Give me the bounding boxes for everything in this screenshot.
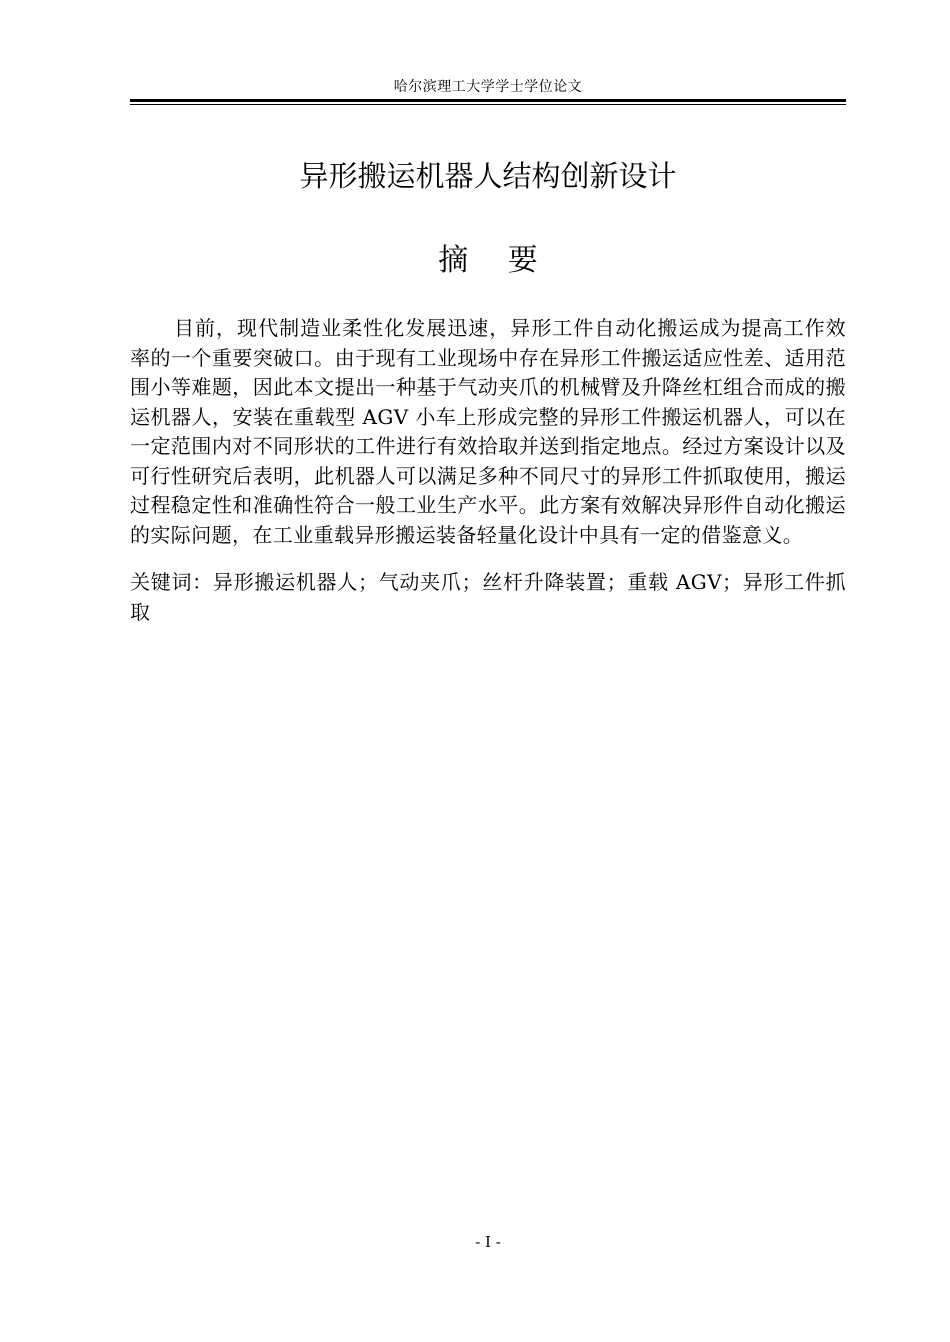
paper-title: 异形搬运机器人结构创新设计 [299,159,677,193]
page-number: - I - [475,1233,501,1251]
running-header: 哈尔滨理工大学学士学位论文 [393,79,583,95]
header-rule-thin [130,104,846,105]
header-rule-thick [130,99,846,102]
abstract-heading: 摘 要 [438,243,538,278]
keywords-text: 异形搬运机器人；气动夹爪；丝杆升降装置；重载 AGV；异形工件抓取 [130,570,846,624]
keywords-separator: ： [192,570,213,594]
keywords-label: 关键词 [130,570,193,594]
abstract-body: 目前，现代制造业柔性化发展迅速，异形工件自动化搬运成为提高工作效率的一个重要突破口。由于现有工业现场中存在异形工件搬运适应性差、适用范围小等难题，因此本文提出一种基于气动夹爪的机械臂及升降丝杠组合而成的搬运机器人，安装在重载型 AGV 小车上形成完整的异形工件搬运机器人，可以在一定范围内对不同形状的工件进行有效拾取并送到指定地点。经过方案设计以及可行性研究后表明，此机器人可以满足多种不同尺寸的异形工件抓取使用，搬运过程稳定性和准确性符合一般工业生产水平。此方案有效解决异形件自动化搬运的实际问题，在工业重载异形搬运装备轻量化设计中具有一定的借鉴意义。 [130,316,846,547]
keywords-paragraph [130,568,846,627]
